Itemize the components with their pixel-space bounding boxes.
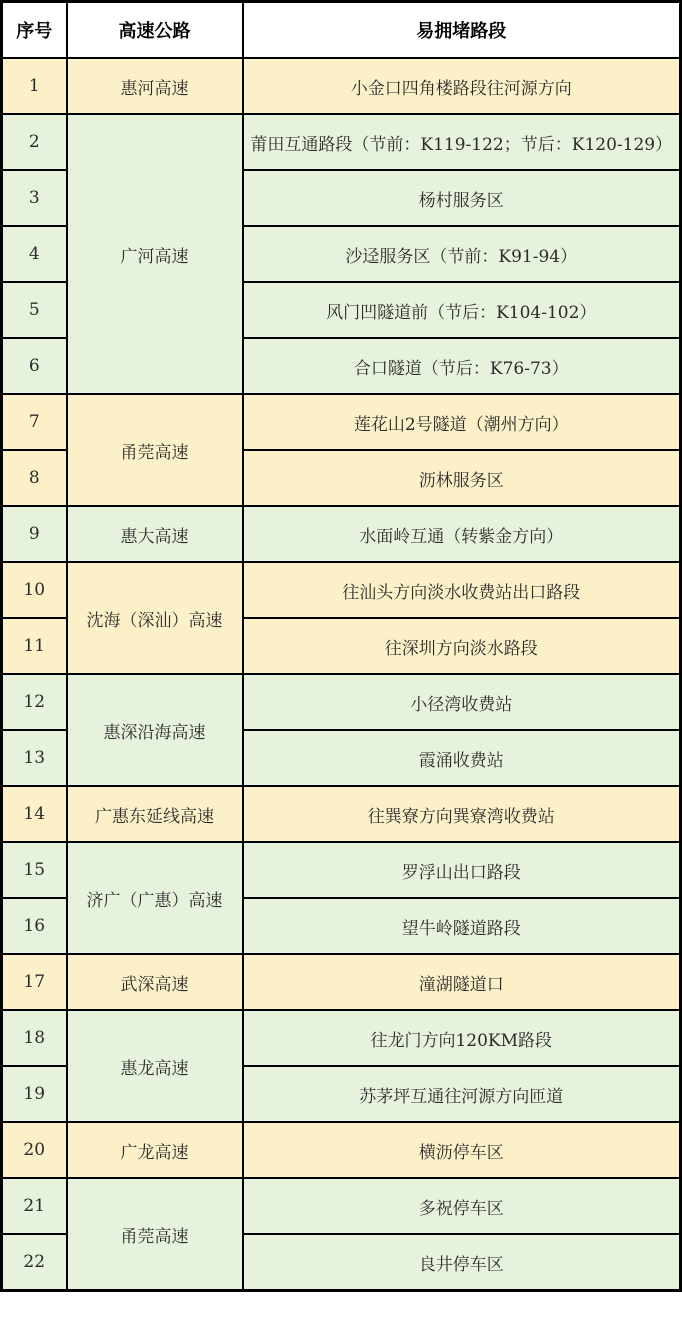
table-row: [2, 1178, 681, 1234]
section-cell: 霞涌收费站: [243, 730, 681, 786]
row-number-cell: 12: [2, 674, 67, 730]
header-col-number: 序号: [2, 2, 67, 59]
row-number-cell: 14: [2, 786, 67, 842]
table-row: [2, 562, 681, 618]
row-number-cell: 20: [2, 1122, 67, 1178]
table-row: [2, 674, 681, 730]
row-number-cell: 3: [2, 170, 67, 226]
row-number-cell: 2: [2, 114, 67, 170]
row-number-cell: 8: [2, 450, 67, 506]
section-cell: 小径湾收费站: [243, 674, 681, 730]
highway-cell: 广河高速: [67, 114, 243, 394]
section-cell: 往龙门方向120KM路段: [243, 1010, 681, 1066]
highway-cell: 甬莞高速: [67, 394, 243, 506]
section-cell: 杨村服务区: [243, 170, 681, 226]
table-row: [2, 1010, 681, 1066]
highway-cell: 广惠东延线高速: [67, 786, 243, 842]
section-cell: 多祝停车区: [243, 1178, 681, 1234]
highway-cell: 沈海（深汕）高速: [67, 562, 243, 674]
row-number-cell: 22: [2, 1234, 67, 1291]
section-cell: 望牛岭隧道路段: [243, 898, 681, 954]
table-row: [2, 786, 681, 842]
section-cell: 合口隧道（节后：K76-73）: [243, 338, 681, 394]
table-row: [2, 58, 681, 114]
highway-cell: 惠龙高速: [67, 1010, 243, 1122]
table-row: [2, 114, 681, 170]
table-row: [2, 842, 681, 898]
section-cell: 风门凹隧道前（节后：K104-102）: [243, 282, 681, 338]
section-cell: 罗浮山出口路段: [243, 842, 681, 898]
table-row: [2, 1122, 681, 1178]
section-cell: 往巽寮方向巽寮湾收费站: [243, 786, 681, 842]
row-number-cell: 1: [2, 58, 67, 114]
row-number-cell: 16: [2, 898, 67, 954]
table-row: [2, 506, 681, 562]
row-number-cell: 9: [2, 506, 67, 562]
section-cell: 沙迳服务区（节前：K91-94）: [243, 226, 681, 282]
highway-cell: 惠深沿海高速: [67, 674, 243, 786]
header-col-section: 易拥堵路段: [243, 2, 681, 59]
row-number-cell: 21: [2, 1178, 67, 1234]
highway-cell: 武深高速: [67, 954, 243, 1010]
highway-cell: 广龙高速: [67, 1122, 243, 1178]
row-number-cell: 11: [2, 618, 67, 674]
row-number-cell: 10: [2, 562, 67, 618]
section-cell: 往汕头方向淡水收费站出口路段: [243, 562, 681, 618]
highway-cell: 甬莞高速: [67, 1178, 243, 1291]
row-number-cell: 18: [2, 1010, 67, 1066]
table-row: [2, 954, 681, 1010]
section-cell: 莆田互通路段（节前：K119-122；节后：K120-129）: [243, 114, 681, 170]
row-number-cell: 15: [2, 842, 67, 898]
row-number-cell: 13: [2, 730, 67, 786]
section-cell: 良井停车区: [243, 1234, 681, 1291]
header-row: [2, 2, 681, 59]
row-number-cell: 5: [2, 282, 67, 338]
row-number-cell: 7: [2, 394, 67, 450]
highway-cell: 惠大高速: [67, 506, 243, 562]
section-cell: 小金口四角楼路段往河源方向: [243, 58, 681, 114]
row-number-cell: 17: [2, 954, 67, 1010]
table-body: [2, 58, 681, 1291]
row-number-cell: 4: [2, 226, 67, 282]
section-cell: 莲花山2号隧道（潮州方向）: [243, 394, 681, 450]
section-cell: 横沥停车区: [243, 1122, 681, 1178]
row-number-cell: 19: [2, 1066, 67, 1122]
highway-cell: 惠河高速: [67, 58, 243, 114]
section-cell: 往深圳方向淡水路段: [243, 618, 681, 674]
row-number-cell: 6: [2, 338, 67, 394]
section-cell: 水面岭互通（转紫金方向）: [243, 506, 681, 562]
section-cell: 沥林服务区: [243, 450, 681, 506]
highway-cell: 济广（广惠）高速: [67, 842, 243, 954]
header-col-highway: 高速公路: [67, 2, 243, 59]
section-cell: 苏茅坪互通往河源方向匝道: [243, 1066, 681, 1122]
section-cell: 潼湖隧道口: [243, 954, 681, 1010]
table-row: [2, 394, 681, 450]
